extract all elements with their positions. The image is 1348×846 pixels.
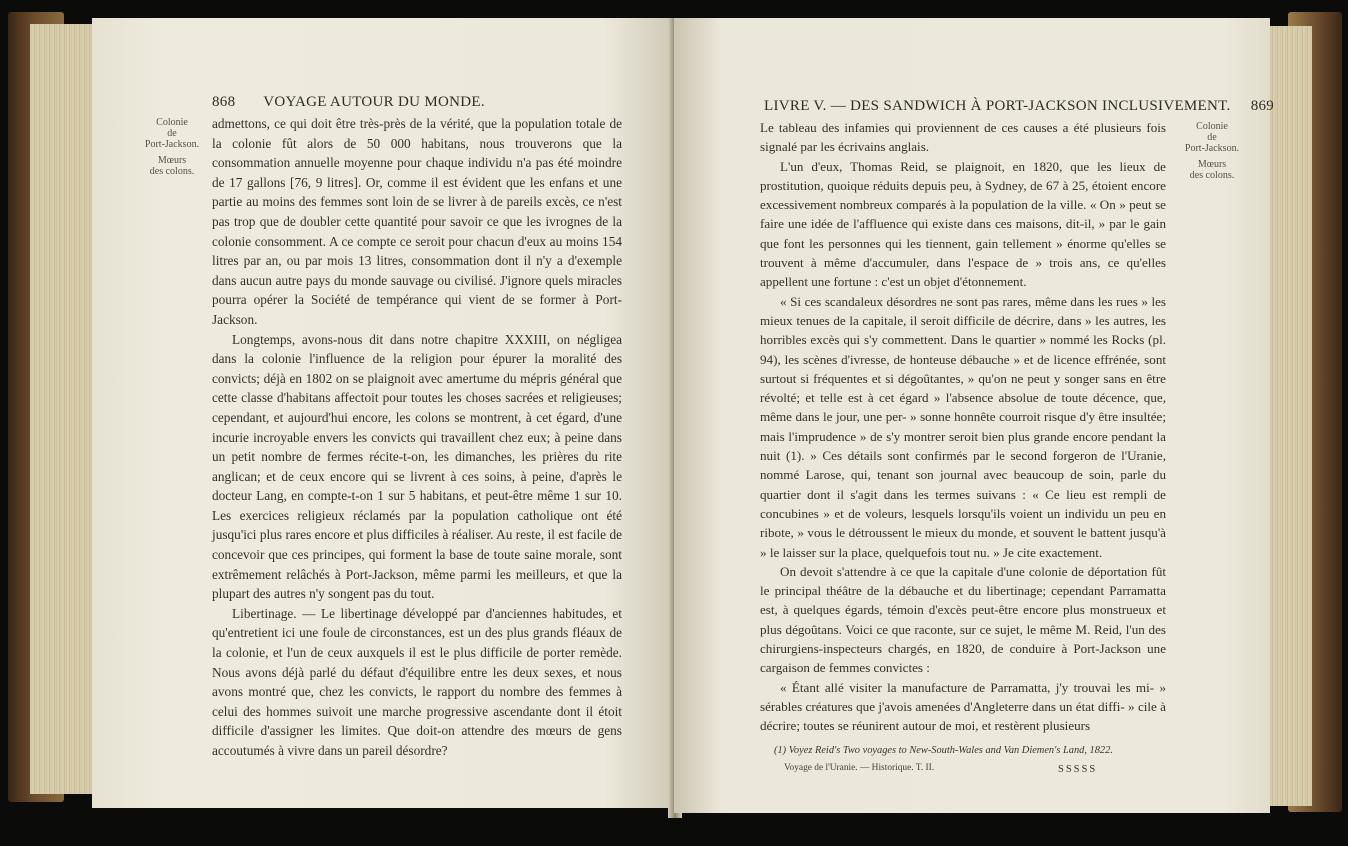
- page-edges-left: [30, 24, 98, 794]
- right-body-text: [760, 118, 1166, 736]
- margin-note-line: des colons.: [149, 166, 195, 177]
- margin-note-line: des colons.: [1189, 170, 1235, 181]
- signature-mark: SSSSS: [1058, 764, 1098, 775]
- left-running-title: VOYAGE AUTOUR DU MONDE.: [263, 94, 485, 110]
- margin-note-line: Mœurs: [1197, 159, 1227, 170]
- footnote: (1) Voyez Reid's Two voyages to New-South-Wales and Van Diemen's Land, 1822.: [774, 745, 1113, 756]
- margin-note-line: de: [167, 128, 177, 139]
- imprint-line: Voyage de l'Uranie. — Historique. T. II.: [784, 763, 935, 773]
- margin-note-line: Mœurs: [157, 155, 187, 166]
- paragraph: admettons, ce qui doit être très-près de la vérité, que la population totale de la colonie fût alors de 50 000 habitans, nous trouverons que la consommation annuelle moyenne pour chaque individu n'a pas été moindre de 17 gallons [76, 9 litres]. Or, comme il est évident que les enfans et une partie au moins des femmes sont loin de se livrer à de pareils excès, ce n'est pas trop que de doubler cette quantité pour savoir ce que les ivrognes de la colonie consomment. A ce compte ce seroit pour chacun d'eux au moins 154 litres par an, ou par mois 13 litres, consommation dont il n'y a d'exemple dans aucun autre pays du monde sauvage ou civilisé. J'ignore quels miracles pourra opérer la Société de tempérance qui vient de se former à Port-Jackson.: [212, 116, 622, 327]
- right-running-title: LIVRE V. — DES SANDWICH À PORT-JACKSON INCLUSIVEMENT.: [764, 98, 1231, 114]
- margin-note-line: Colonie: [156, 117, 188, 128]
- right-margin-note-colonie: [1174, 121, 1250, 154]
- right-margin-note-moeurs: [1174, 159, 1250, 181]
- margin-note-line: de: [1207, 132, 1217, 143]
- paragraph: On devoit s'attendre à ce que la capitale d'une colonie de déportation fût le principal théâtre de la débauche et du libertinage; cependant Parramatta est, à quelques égards, témoin d'excès peut-être encore plus monstrueux et plus dégoûtans. Voici ce que raconte, sur ce sujet, le même M. Reid, l'un des chirurgiens-inspecteurs chargés, en 1820, de conduire à Port-Jackson une cargaison de femmes convictes :: [760, 563, 1166, 676]
- paragraph: L'un d'eux, Thomas Reid, se plaignoit, en 1820, que les lieux de prostitution, quoique réduits depuis peu, à Sydney, de 67 à 25, étoient encore excessivement nombreux comparés à la population de la ville. « On » peut se faire une idée de l'affluence qui existe dans ces maisons, dit-il, » par le gain que font les personnes qui les tiennent, gain tellement » énorme qu'elles se trouvent à même d'accumuler, dans l'espace de » trois ans, ce qu'elles appellent une fortune : c'est un objet d'étonnement.: [760, 158, 1166, 290]
- paragraph: Le tableau des infamies qui proviennent de ces causes a été plusieurs fois signalé par les écrivains anglais.: [760, 120, 1166, 155]
- margin-note-line: Port-Jackson.: [1184, 143, 1240, 154]
- left-margin-note-moeurs: [134, 155, 210, 177]
- right-running-head: [764, 98, 1274, 115]
- left-page: [92, 18, 674, 808]
- paragraph: Libertinage. — Le libertinage développé par d'anciennes habitudes, et qu'entretient ici une foule de circonstances, est un des plus grands fléaux de la colonie, et l'un de ceux auxquels il est le plus difficile de porter remède. Nous avons déjà parlé du défaut d'équilibre entre les deux sexes, et nous avons montré que, chez les convicts, le rapport du nombre des femmes à celui des hommes suivoit une marche progressive ascendante dont il étoit difficile d'assigner les limites. Que doit-on attendre des mœurs de gens accoutumés à vivre dans un pareil désordre?: [212, 605, 622, 758]
- left-page-number: 868: [212, 94, 236, 110]
- left-margin-note-colonie: [134, 117, 210, 150]
- left-body-text: [212, 114, 622, 761]
- margin-note-line: Colonie: [1196, 121, 1228, 132]
- paragraph: « Étant allé visiter la manufacture de Parramatta, j'y trouvai les mi- » sérables créatures que j'avois amenées d'Angleterre dans un état diffi- » cile à décrire; toutes se réunirent autour de moi, et restèrent plusieurs: [760, 679, 1166, 734]
- paragraph: « Si ces scandaleux désordres ne sont pas rares, même dans les rues » les mieux tenues de la capitale, il seroit difficile de décrire, dans » les autres, les horribles excès qui s'y commettent. Dans le quartier » nommé les Rocks (pl. 94), les scènes d'ivresse, de honteuse débauche » et de licence effrénée, sont surtout si fréquentes et si dégoûtantes, » qu'on ne peut y songer sans en être révolté; et telle est à cet égard » l'absence absolue de toute décence, que, même dans le jour, une per- » sonne honnête courroit risque d'y être insultée; mais l'imprudence » de s'y montrer seroit bien plus grande encore pendant la nuit (1). » Ces détails sont confirmés par le second forgeron de l'Uranie, nommé Larose, qui, tenant son journal avec beaucoup de soin, parle du quartier dont il s'agit dans les termes suivans : « Ce lieu est rempli de concubines » et de voleurs, lesquels lorsqu'ils voient un individu un peu en ribote, » vous le détroussent le mieux du monde, et souvent le battent jusqu'à » le laisser sur la place, quelquefois tout nu. » Je cite exactement.: [760, 293, 1166, 560]
- margin-note-line: Port-Jackson.: [144, 139, 200, 150]
- right-page-number: 869: [1250, 98, 1275, 114]
- left-running-head: [212, 94, 485, 111]
- right-page: [674, 18, 1275, 813]
- paragraph: Longtemps, avons-nous dit dans notre chapitre XXXIII, on négligea dans la colonie l'influence de la religion pour épurer la moralité des convicts; déjà en 1802 on se plaignoit avec amertume du mépris général que cette classe d'habitans affectoit pour toutes les choses sacrées et religieuses; cependant, et aujourd'hui encore, les colons se montrent, à cet égard, d'une incurie incroyable envers les convicts qui travaillent chez eux; à peine dans un petit nombre de fermes récite-t-on, les dimanches, les prières du rite anglican; et de ceux encore qui se livrent à ces soins, à peine, d'après le docteur Lang, en compte-t-on 1 sur 5 habitans, et peut-être même 1 sur 10. Les exercices religieux réclamés par la population catholique ont été jusqu'ici plus rares encore et plus difficiles à réaliser. Au reste, il est facile de concevoir que ces principes, qui forment la base de toute saine morale, sont extrêmement relâchés à Port-Jackson, même parmi les meilleurs, et que la plupart des autres n'y songent pas du tout.: [212, 331, 622, 602]
